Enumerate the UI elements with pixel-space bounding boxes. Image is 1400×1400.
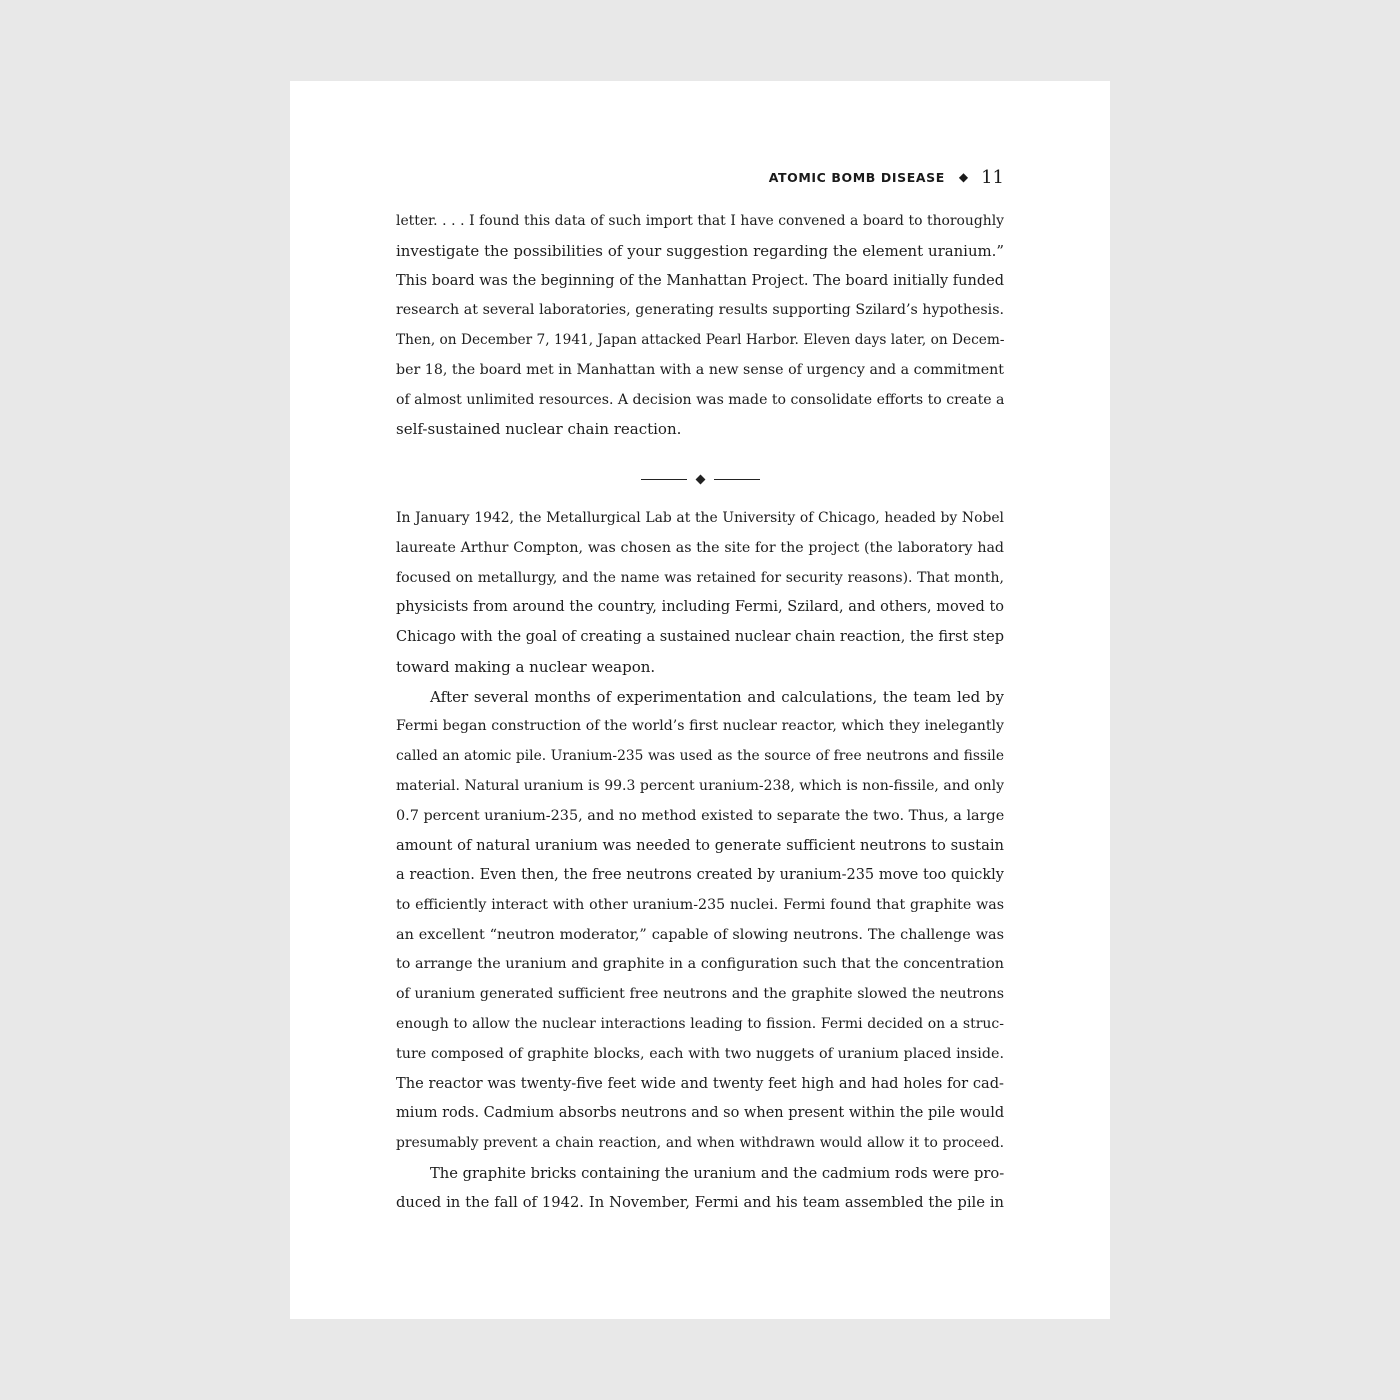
text-line: In January 1942, the Metallurgical Lab at the University of Chicago, headed by Nobel <box>396 510 1004 526</box>
text-line: duced in the fall of 1942. In November, Fermi and his team assembled the pile in <box>396 1194 1004 1212</box>
text-line: amount of natural uranium was needed to generate sufficient neutrons to sustain <box>396 837 1004 855</box>
text-line: Fermi began construction of the world’s first nuclear reactor, which they inelegantly <box>396 718 1004 735</box>
page-number: 11 <box>981 166 1004 188</box>
text-line: physicists from around the country, including Fermi, Szilard, and others, moved to <box>396 599 1004 616</box>
ornament-diamond-icon <box>695 474 705 484</box>
text-line: presumably prevent a chain reaction, and when withdrawn would allow it to proceed. <box>396 1134 1004 1151</box>
text-line: a reaction. Even then, the free neutrons created by uranium-235 move too quickly <box>396 867 1004 883</box>
text-line: The reactor was twenty-five feet wide and twenty feet high and had holes for cad- <box>396 1075 1004 1093</box>
text-line: ber 18, the board met in Manhattan with a new sense of urgency and a commitment <box>396 361 1004 378</box>
text-line: enough to allow the nuclear interactions leading to fission. Fermi decided on a struc- <box>396 1015 1004 1032</box>
text-line: Chicago with the goal of creating a sustained nuclear chain reaction, the first step <box>396 629 1004 645</box>
text-line: 0.7 percent uranium-235, and no method existed to separate the two. Thus, a large <box>396 807 1005 824</box>
text-line: This board was the beginning of the Manhattan Project. The board initially funded <box>396 272 1004 289</box>
text-line: focused on metallurgy, and the name was retained for security reasons). That month, <box>396 569 1004 586</box>
text-line: ture composed of graphite blocks, each with two nuggets of uranium placed inside. <box>396 1045 1004 1062</box>
text-line: letter. . . . I found this data of such import that I have convened a board to thoroughly <box>396 213 1004 229</box>
text-line: After several months of experimentation and calculations, the team led by <box>430 687 1004 706</box>
text-line: to arrange the uranium and graphite in a configuration such that the concentration <box>396 956 1004 973</box>
text-line: The graphite bricks containing the uranium and the cadmium rods were pro- <box>430 1164 1005 1182</box>
paragraph-block-1 <box>396 207 1004 445</box>
running-head <box>396 163 1004 191</box>
paragraph-block-2 <box>396 504 1004 1218</box>
text-line: self-sustained nuclear chain reaction. <box>396 420 682 439</box>
text-line: of uranium generated sufficient free neutrons and the graphite slowed the neutrons <box>396 986 1004 1002</box>
ornament-rule-right <box>714 479 760 480</box>
section-break-ornament <box>640 468 760 490</box>
running-head-title: ATOMIC BOMB DISEASE <box>768 169 945 185</box>
text-line: Then, on December 7, 1941, Japan attacked Pearl Harbor. Eleven days later, on Decem- <box>396 332 1005 348</box>
text-line: investigate the possibilities of your suggestion regarding the element uranium.” <box>396 241 1004 260</box>
text-line: laureate Arthur Compton, was chosen as the site for the project (the laboratory had <box>396 539 1004 556</box>
text-line: of almost unlimited resources. A decision was made to consolidate efforts to create a <box>396 391 1005 408</box>
text-line: research at several laboratories, generating results supporting Szilard’s hypothesis. <box>396 302 1004 319</box>
text-line: mium rods. Cadmium absorbs neutrons and so when present within the pile would <box>396 1105 1005 1121</box>
diamond-separator-icon: ◆ <box>958 170 969 184</box>
text-line: toward making a nuclear weapon. <box>396 657 656 676</box>
text-line: an excellent “neutron moderator,” capable of slowing neutrons. The challenge was <box>396 926 1004 943</box>
text-line: to efficiently interact with other uranium-235 nuclei. Fermi found that graphite was <box>396 896 1004 913</box>
text-line: called an atomic pile. Uranium-235 was used as the source of free neutrons and fissile <box>396 748 1004 764</box>
ornament-rule-left <box>641 479 687 480</box>
text-line: material. Natural uranium is 99.3 percent uranium-238, which is non-fissile, and only <box>396 777 1004 794</box>
